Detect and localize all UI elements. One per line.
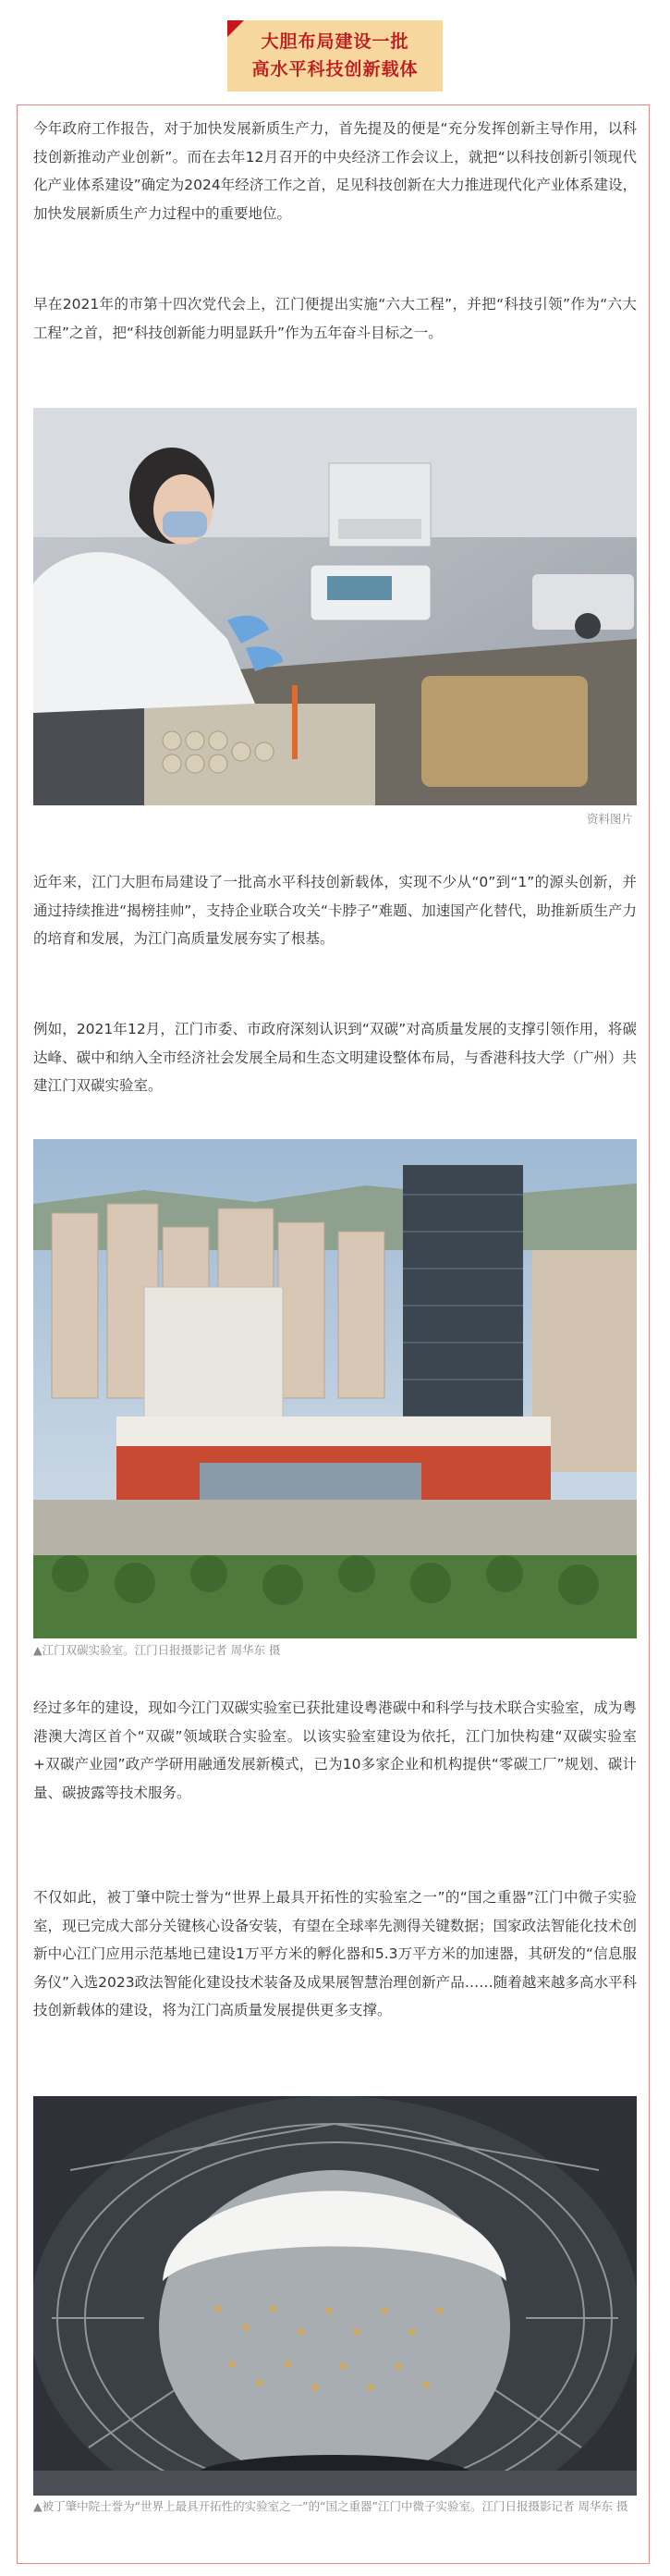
lab-researcher-image	[33, 408, 637, 805]
photo-lab-researcher	[33, 408, 637, 805]
title-line-1: 大胆布局建设一批	[261, 31, 409, 52]
paragraph-3: 近年来，江门大胆布局建设了一批高水平科技创新载体，实现不少从“0”到“1”的源头创新，并通过持续推进“揭榜挂帅”，支持企业联合攻关“卡脖子”难题、加速国产化替代，助推新质生产力的培育和发展，为江门高质量发展夯实了根基。	[33, 874, 637, 947]
photo-2-caption: ▲江门双碳实验室。江门日报摄影记者 周华东 摄	[33, 1643, 281, 1657]
paragraph-4: 例如，2021年12月，江门市委、市政府深刻认识到“双碳”对高质量发展的支撑引领作用，将碳达峰、碳中和纳入全市经济社会发展全局和生态文明建设整体布局，与香港科技大学（广州）共建江门双碳实验室。	[33, 1021, 637, 1094]
paragraph-2: 早在2021年的市第十四次党代会上，江门便提出实施“六大工程”，并把“科技引领”作为“六大工程”之首，把“科技创新能力明显跃升”作为五年奋斗目标之一。	[33, 296, 637, 341]
header	[0, 20, 670, 92]
title-badge	[227, 20, 442, 92]
paragraph-1: 今年政府工作报告，对于加快发展新质生产力，首先提及的便是“充分发挥创新主导作用，以科技创新推动产业创新”。而在去年12月召开的中央经济工作会议上，就把“以科技创新引领现代化产业体系建设”确定为2024年经济工作之首，足见科技创新在大力推进现代化产业体系建设，加快发展新质生产力过程中的重要地位。	[33, 120, 637, 222]
photo-1-caption: 资料图片	[586, 812, 633, 826]
neutrino-detector-image	[33, 2096, 637, 2496]
carbon-lab-building-image	[33, 1139, 637, 1638]
title-line-2: 高水平科技创新载体	[251, 59, 419, 80]
badge-corner-decoration	[227, 20, 244, 37]
paragraph-6: 不仅如此，被丁肇中院士誉为“世界上最具开拓性的实验室之一”的“国之重器”江门中微子实验室，现已完成大部分关键核心设备安装，有望在全球率先测得关键数据；国家政法智能化技术创新中心江门应用示范基地已建设1万平方米的孵化器和5.3万平方米的加速器，其研发的“信息服务仪”入选2023政法智能化建设技术装备及成果展智慧治理创新产品……随着越来越多高水平科技创新载体的建设，将为江门高质量发展提供更多支撑。	[33, 1889, 637, 2018]
photo-3-caption: ▲被丁肇中院士誉为“世界上最具开拓性的实验室之一”的“国之重器”江门中微子实验室。江门日报摄影记者 周华东 摄	[33, 2499, 628, 2513]
photo-neutrino-lab	[33, 2096, 637, 2496]
paragraph-5: 经过多年的建设，现如今江门双碳实验室已获批建设粤港碳中和科学与技术联合实验室，成为粤港澳大湾区首个“双碳”领域联合实验室。以该实验室建设为依托，江门加快构建“双碳实验室+双碳产业园”政产学研用融通发展新模式，已为10多家企业和机构提供“零碳工厂”规划、碳计量、碳披露等技术服务。	[33, 1699, 637, 1801]
photo-carbon-lab-building	[33, 1139, 637, 1638]
